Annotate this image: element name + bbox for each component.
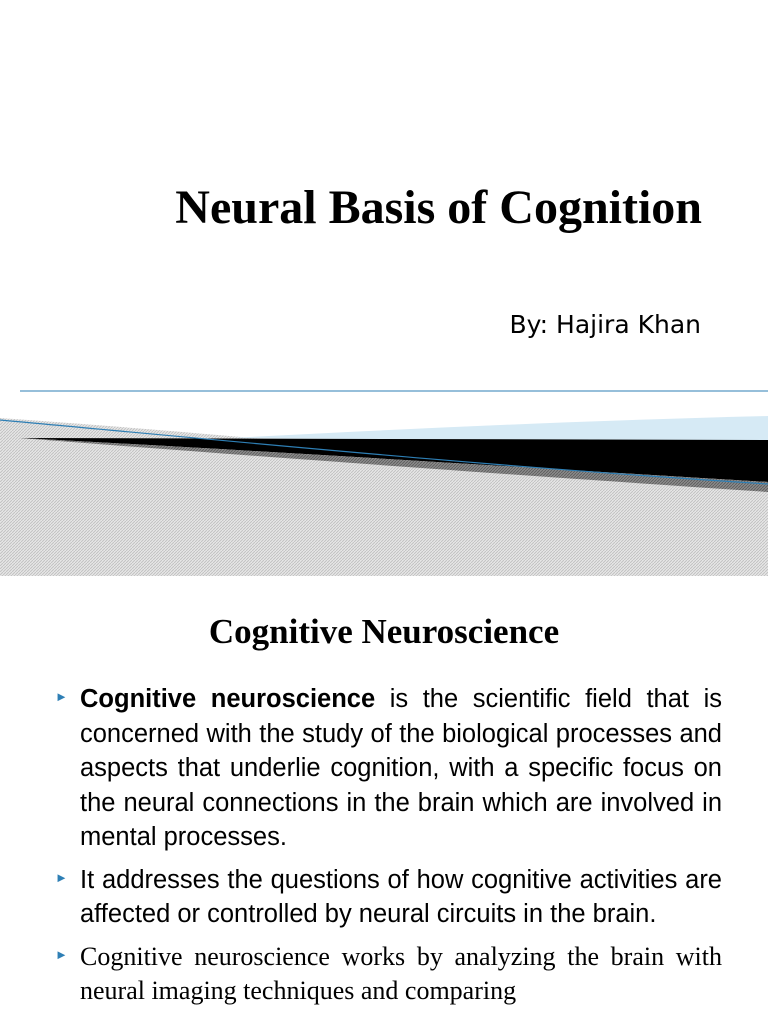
bullet-text: Cognitive neuroscience works by analyzing the brain with neural imaging techniques and comparing (80, 941, 722, 1005)
bullet-item (50, 863, 722, 932)
content-slide (0, 576, 768, 1024)
decorative-wave-band (0, 380, 768, 576)
bullet-list (50, 682, 722, 1017)
bullet-bold-term: Cognitive neuroscience (80, 685, 376, 713)
bullet-arrow-icon: ► (55, 946, 68, 962)
bullet-text: It addresses the questions of how cognitive activities are affected or controlled by neural circuits in the brain. (80, 865, 722, 928)
author-byline: By: Hajira Khan (509, 310, 701, 339)
bullet-arrow-icon: ► (55, 689, 68, 704)
bullet-item (50, 940, 722, 1009)
slide-title: Neural Basis of Cognition (175, 181, 702, 234)
light-blue-sweep (230, 416, 768, 440)
bullet-arrow-icon: ► (55, 869, 68, 885)
slide-heading: Cognitive Neuroscience (208, 612, 560, 651)
bullet-item (50, 682, 722, 855)
bullet-text: is the scientific field that is concerned with the study of the biological processes and aspects that underlie cognition, with a specific focus on the neural connections in the brain which are involved in mental processes. (80, 685, 722, 851)
